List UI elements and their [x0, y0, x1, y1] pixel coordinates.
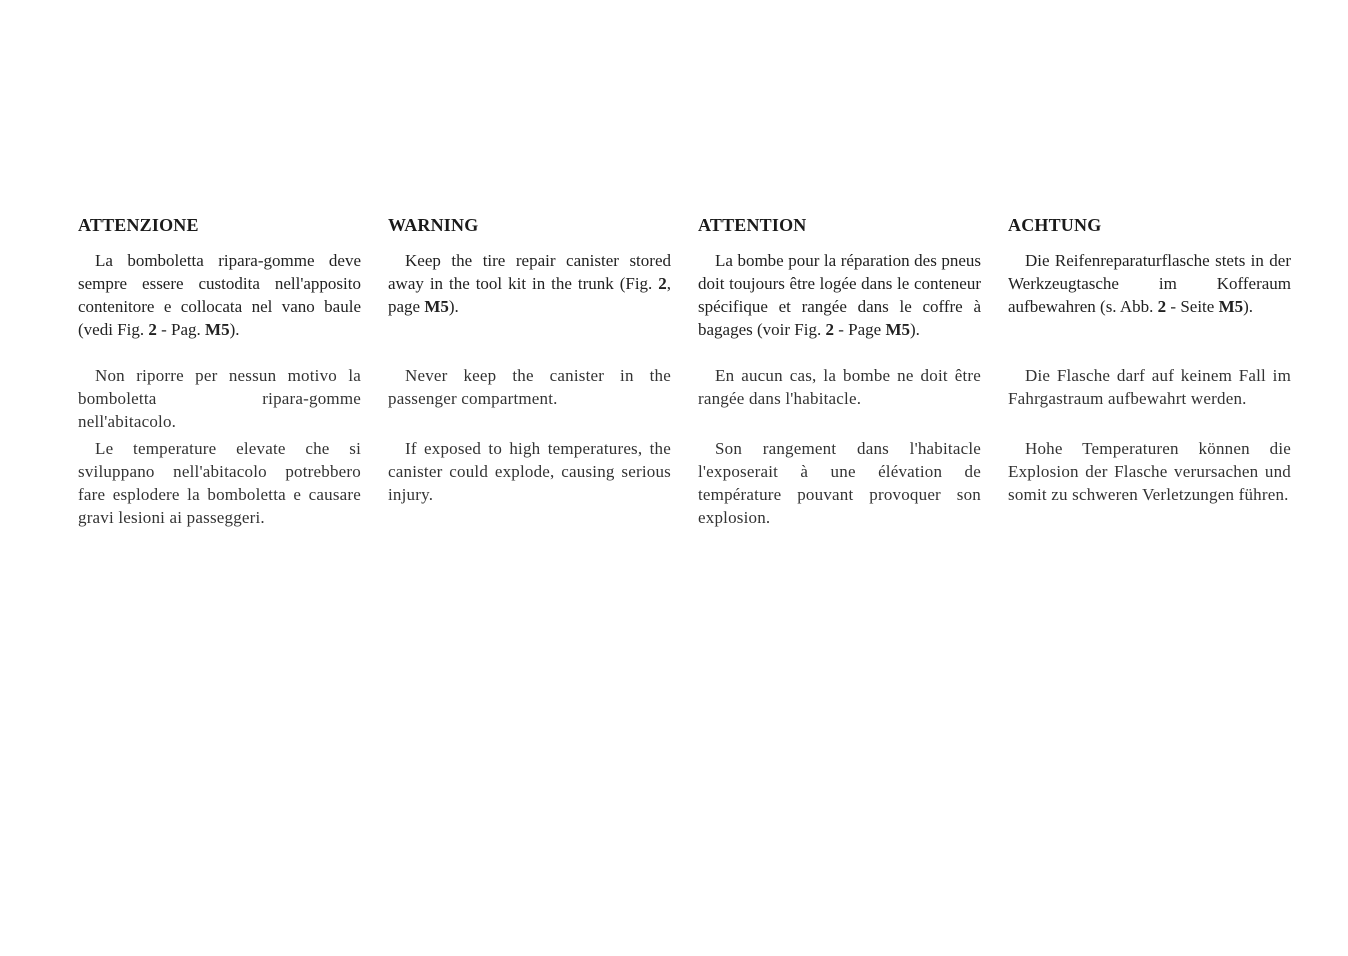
figure-ref: 2 [825, 320, 834, 339]
column-french [698, 214, 981, 529]
figure-ref: 2 [658, 274, 667, 293]
heading-warning: WARNING [388, 215, 479, 235]
paragraph-explosion-risk: Le temperature elevate che si sviluppano nell'abitacolo potrebbero fare esplodere la bomboletta e causare gravi lesioni ai passeggeri. [78, 439, 361, 527]
paragraph-storage-instruction: La bomboletta ripara-gomme deve sempre essere custodita nell'apposito contenitore e collocata nel vano baule (vedi Fig. 2 - Pag. M5). [78, 251, 361, 339]
paragraph-no-cabin-storage: Non riporre per nessun motivo la bomboletta ripara-gomme nell'abitacolo. [78, 366, 361, 431]
paragraph-explosion-risk: Hohe Temperaturen können die Explosion der Flasche verursachen und somit zu schweren Verletzungen führen. [1008, 439, 1291, 504]
column-english [388, 214, 671, 506]
paragraph-explosion-risk: Son rangement dans l'habitacle l'exposerait à une élévation de température pouvant provoquer son explosion. [698, 439, 981, 527]
column-german [1008, 214, 1291, 506]
heading-achtung: ACHTUNG [1008, 215, 1102, 235]
figure-ref: 2 [1157, 297, 1167, 316]
figure-ref: 2 [148, 320, 157, 339]
paragraph-explosion-risk: If exposed to high temperatures, the canister could explode, causing serious injury. [388, 439, 671, 504]
paragraph-no-cabin-storage: En aucun cas, la bombe ne doit être rangée dans l'habitacle. [698, 366, 981, 408]
paragraph-no-cabin-storage: Never keep the canister in the passenger compartment. [388, 366, 671, 408]
heading-attenzione: ATTENZIONE [78, 215, 199, 235]
page-ref: M5 [424, 297, 449, 316]
paragraph-no-cabin-storage: Die Flasche darf auf keinem Fall im Fahrgastraum aufbewahrt werden. [1008, 366, 1291, 408]
page-ref: M5 [885, 320, 910, 339]
paragraph-storage-instruction: Die Reifenreparaturflasche stets in der Werkzeugtasche im Kofferaum aufbewahren (s. Abb. 2 - Seite M5). [1008, 251, 1291, 316]
column-italian [78, 214, 361, 529]
page-ref: M5 [205, 320, 230, 339]
heading-attention: ATTENTION [698, 215, 807, 235]
page-ref: M5 [1218, 297, 1244, 316]
paragraph-storage-instruction: La bombe pour la réparation des pneus doit toujours être logée dans le conteneur spécifique et rangée dans le coffre à bagages (voir Fig. 2 - Page M5). [698, 251, 981, 339]
paragraph-storage-instruction: Keep the tire repair canister stored away in the tool kit in the trunk (Fig. 2, page M5). [388, 251, 671, 316]
